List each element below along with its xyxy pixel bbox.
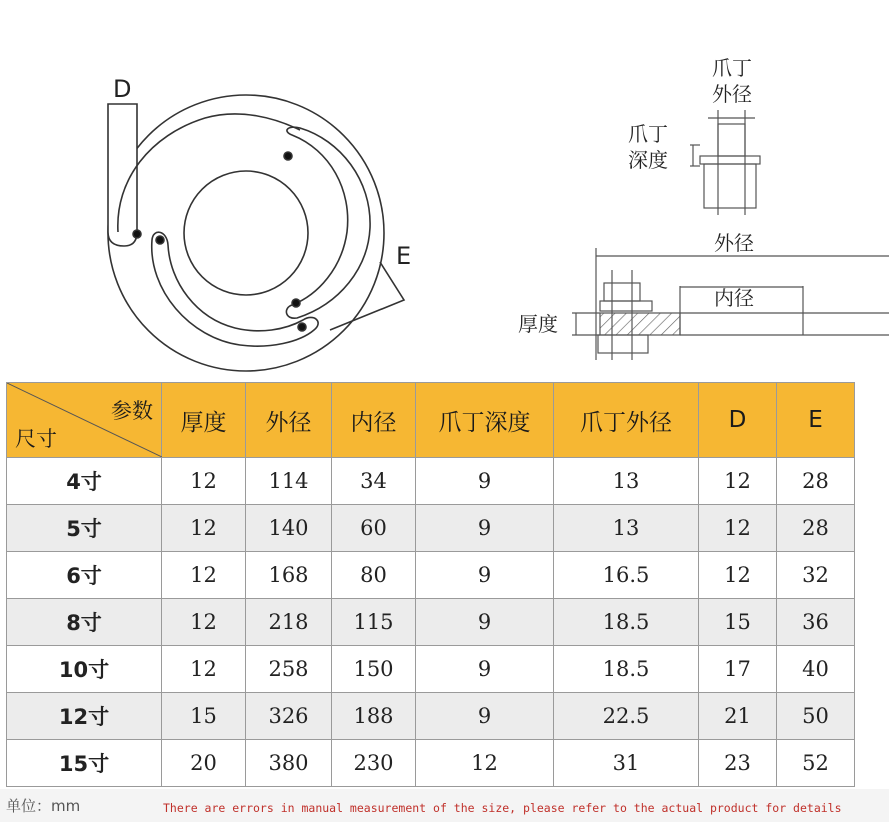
cell-inner-diameter: 80 [332,552,416,599]
cell-claw-outer-diameter: 16.5 [554,552,699,599]
cell-e: 28 [777,505,855,552]
cell-claw-depth: 9 [416,693,554,740]
cell-d: 23 [699,740,777,787]
d-slot-outline [108,104,137,246]
table-header-row [7,383,855,458]
cell-outer-diameter: 168 [246,552,332,599]
cell-size: 5寸 [7,505,162,552]
cell-thickness: 12 [162,505,246,552]
label-claw-outer-2: 外径 [712,82,752,106]
header-thickness: 厚度 [162,383,246,458]
table-row [7,552,855,599]
cell-claw-depth: 9 [416,458,554,505]
cell-claw-depth: 9 [416,552,554,599]
header-corner-cell [7,383,162,458]
claw-pin-detail [690,110,760,215]
slot-dot [133,230,141,238]
label-thickness: 厚度 [518,312,558,336]
cell-claw-depth: 9 [416,646,554,693]
label-claw-depth-1: 爪丁 [628,122,668,146]
slot-dot [156,236,164,244]
cell-outer-diameter: 114 [246,458,332,505]
label-claw-depth-2: 深度 [628,148,668,172]
header-d: D [699,383,777,458]
slot-dot [284,152,292,160]
spiral-slot-1 [286,127,370,318]
cell-claw-outer-diameter: 31 [554,740,699,787]
cell-thickness: 12 [162,599,246,646]
cell-thickness: 12 [162,552,246,599]
disc-top-view [108,95,404,371]
disclaimer-note: There are errors in manual measurement of the size, please refer to the actual product for details [163,801,842,815]
cell-claw-depth: 9 [416,599,554,646]
disc-inner-hole [184,171,308,295]
cell-outer-diameter: 140 [246,505,332,552]
cell-inner-diameter: 230 [332,740,416,787]
table-row [7,458,855,505]
spec-table [6,382,855,787]
cell-e: 40 [777,646,855,693]
cell-size: 4寸 [7,458,162,505]
cell-inner-diameter: 188 [332,693,416,740]
cell-outer-diameter: 380 [246,740,332,787]
cell-e: 28 [777,458,855,505]
cell-claw-outer-diameter: 13 [554,458,699,505]
cell-d: 17 [699,646,777,693]
cell-claw-outer-diameter: 18.5 [554,599,699,646]
table-row [7,693,855,740]
header-outer-diameter: 外径 [246,383,332,458]
cell-claw-outer-diameter: 18.5 [554,646,699,693]
table-row [7,740,855,787]
cell-size: 12寸 [7,693,162,740]
cell-claw-outer-diameter: 13 [554,505,699,552]
cell-thickness: 15 [162,693,246,740]
cell-size: 15寸 [7,740,162,787]
slot-dot [292,299,300,307]
cell-thickness: 12 [162,646,246,693]
cell-d: 12 [699,505,777,552]
e-notch-outline [330,262,404,330]
cell-claw-outer-diameter: 22.5 [554,693,699,740]
cell-e: 50 [777,693,855,740]
cell-size: 10寸 [7,646,162,693]
technical-drawing [0,0,889,380]
label-claw-outer-1: 爪丁 [712,56,752,80]
cell-d: 12 [699,552,777,599]
cell-inner-diameter: 34 [332,458,416,505]
table-row [7,505,855,552]
unit-label: 单位：mm [6,797,81,815]
cell-e: 36 [777,599,855,646]
cell-size: 6寸 [7,552,162,599]
cell-inner-diameter: 150 [332,646,416,693]
header-claw-outer-diameter: 爪丁外径 [554,383,699,458]
cell-thickness: 12 [162,458,246,505]
table-row [7,599,855,646]
cell-inner-diameter: 60 [332,505,416,552]
cell-outer-diameter: 258 [246,646,332,693]
corner-label-params: 参数 [111,399,153,423]
cell-claw-depth: 12 [416,740,554,787]
label-e: E [396,242,412,270]
cell-e: 52 [777,740,855,787]
header-e: E [777,383,855,458]
label-outer-diameter: 外径 [714,231,754,255]
label-inner-diameter: 内径 [714,286,754,310]
label-d: D [113,75,132,103]
header-inner-diameter: 内径 [332,383,416,458]
cell-d: 12 [699,458,777,505]
cell-outer-diameter: 218 [246,599,332,646]
spiral-slot-2 [152,232,318,346]
cell-e: 32 [777,552,855,599]
cell-inner-diameter: 115 [332,599,416,646]
cell-outer-diameter: 326 [246,693,332,740]
spiral-slot-3 [118,114,300,232]
cell-d: 15 [699,599,777,646]
cell-claw-depth: 9 [416,505,554,552]
table-row [7,646,855,693]
slot-dot [298,323,306,331]
cell-d: 21 [699,693,777,740]
cell-thickness: 20 [162,740,246,787]
cell-size: 8寸 [7,599,162,646]
corner-label-size: 尺寸 [15,427,57,451]
header-claw-depth: 爪丁深度 [416,383,554,458]
